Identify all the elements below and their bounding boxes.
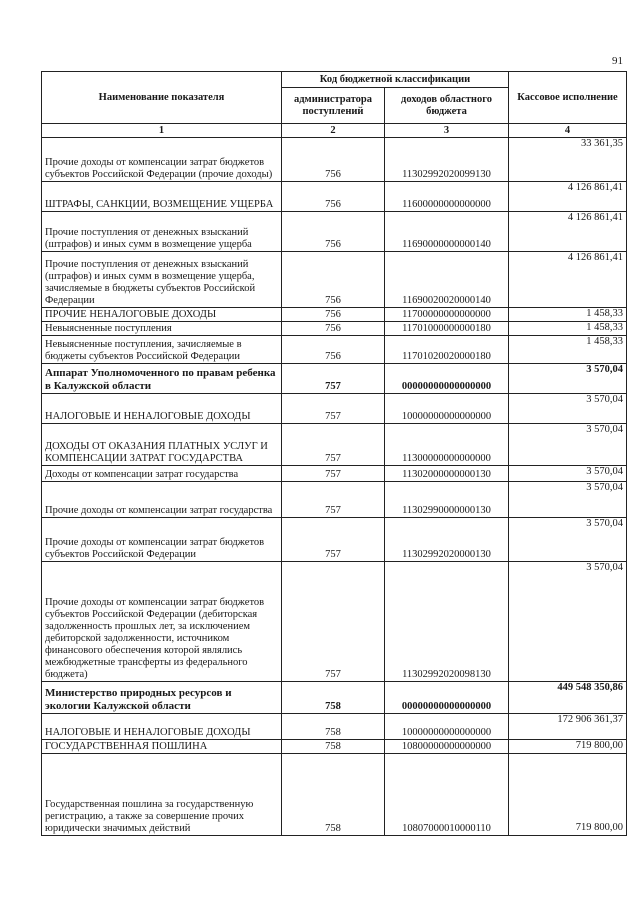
row-admin: 758 [282, 714, 385, 740]
row-code: 11302992020099130 [385, 138, 509, 182]
row-amount: 719 800,00 [509, 754, 627, 836]
row-admin: 757 [282, 518, 385, 562]
row-code: 11302990000000130 [385, 482, 509, 518]
row-amount: 719 800,00 [509, 740, 627, 754]
row-name: Невыясненные поступления, зачисляемые в бюджеты субъектов Российской Федерации [42, 336, 282, 364]
row-admin: 756 [282, 308, 385, 322]
row-amount: 3 570,04 [509, 466, 627, 482]
column-number: 4 [509, 124, 627, 138]
table-row [42, 322, 627, 336]
row-name: Министерство природных ресурсов и экологии Калужской области [42, 682, 282, 714]
row-name: ГОСУДАРСТВЕННАЯ ПОШЛИНА [42, 740, 282, 754]
table-row [42, 424, 627, 466]
page-number: 91 [612, 55, 623, 67]
row-admin: 758 [282, 754, 385, 836]
row-amount: 3 570,04 [509, 394, 627, 424]
table-row [42, 336, 627, 364]
row-name: Прочие доходы от компенсации затрат бюджетов субъектов Российской Федерации (дебиторская задолженность прошлых лет, за исключением дебиторской задолженности, источником финансового обеспечения которой являлись межбюджетные трансферты из федерального бюджета) [42, 562, 282, 682]
row-code: 11302000000000130 [385, 466, 509, 482]
header-income: доходов областного бюджета [385, 88, 509, 124]
row-name: Прочие доходы от компенсации затрат бюджетов субъектов Российской Федерации [42, 518, 282, 562]
row-amount: 3 570,04 [509, 482, 627, 518]
row-name: НАЛОГОВЫЕ И НЕНАЛОГОВЫЕ ДОХОДЫ [42, 394, 282, 424]
table-row [42, 182, 627, 212]
table-row [42, 518, 627, 562]
table-row [42, 252, 627, 308]
row-amount: 1 458,33 [509, 336, 627, 364]
row-code: 10800000000000000 [385, 740, 509, 754]
row-name: Прочие поступления от денежных взысканий (штрафов) и иных сумм в возмещение ущерба [42, 212, 282, 252]
column-number: 1 [42, 124, 282, 138]
header-cash: Кассовое исполнение [509, 72, 627, 124]
table-row [42, 740, 627, 754]
row-code: 10000000000000000 [385, 714, 509, 740]
row-admin: 756 [282, 138, 385, 182]
table-row [42, 682, 627, 714]
row-amount: 33 361,35 [509, 138, 627, 182]
row-admin: 757 [282, 482, 385, 518]
row-name: Государственная пошлина за государственную регистрацию, а также за совершение прочих юридически значимых действий [42, 754, 282, 836]
row-code: 00000000000000000 [385, 682, 509, 714]
row-admin: 757 [282, 466, 385, 482]
row-code: 10807000010000110 [385, 754, 509, 836]
row-amount: 172 906 361,37 [509, 714, 627, 740]
row-name: НАЛОГОВЫЕ И НЕНАЛОГОВЫЕ ДОХОДЫ [42, 714, 282, 740]
row-amount: 1 458,33 [509, 308, 627, 322]
row-code: 11701000000000180 [385, 322, 509, 336]
column-number: 3 [385, 124, 509, 138]
row-admin: 758 [282, 740, 385, 754]
table-row [42, 482, 627, 518]
row-name: ШТРАФЫ, САНКЦИИ, ВОЗМЕЩЕНИЕ УЩЕРБА [42, 182, 282, 212]
row-amount: 4 126 861,41 [509, 212, 627, 252]
row-amount: 3 570,04 [509, 518, 627, 562]
row-amount: 449 548 350,86 [509, 682, 627, 714]
row-admin: 756 [282, 252, 385, 308]
row-amount: 3 570,04 [509, 424, 627, 466]
row-code: 11302992020000130 [385, 518, 509, 562]
row-admin: 757 [282, 562, 385, 682]
row-admin: 756 [282, 322, 385, 336]
row-name: Доходы от компенсации затрат государства [42, 466, 282, 482]
row-amount: 1 458,33 [509, 322, 627, 336]
row-name: Аппарат Уполномоченного по правам ребенка в Калужской области [42, 364, 282, 394]
row-code: 10000000000000000 [385, 394, 509, 424]
row-code: 11300000000000000 [385, 424, 509, 466]
row-name: Невыясненные поступления [42, 322, 282, 336]
table-row [42, 714, 627, 740]
row-admin: 756 [282, 336, 385, 364]
table-row [42, 394, 627, 424]
row-name: Прочие поступления от денежных взысканий (штрафов) и иных сумм в возмещение ущерба, зачисляемые в бюджеты субъектов Российской Федерации [42, 252, 282, 308]
row-amount: 4 126 861,41 [509, 252, 627, 308]
table-row [42, 138, 627, 182]
table-row [42, 562, 627, 682]
table-row [42, 212, 627, 252]
row-admin: 757 [282, 394, 385, 424]
row-amount: 3 570,04 [509, 562, 627, 682]
row-amount: 4 126 861,41 [509, 182, 627, 212]
row-admin: 758 [282, 682, 385, 714]
row-code: 11700000000000000 [385, 308, 509, 322]
row-name: Прочие доходы от компенсации затрат государства [42, 482, 282, 518]
header-name: Наименование показателя [42, 72, 282, 124]
table-row [42, 754, 627, 836]
row-admin: 756 [282, 212, 385, 252]
header-admin: администратора поступлений [282, 88, 385, 124]
row-name: Прочие доходы от компенсации затрат бюджетов субъектов Российской Федерации (прочие доходы) [42, 138, 282, 182]
row-code: 11690000000000140 [385, 212, 509, 252]
row-code: 11600000000000000 [385, 182, 509, 212]
table-row [42, 308, 627, 322]
row-admin: 757 [282, 364, 385, 394]
row-amount: 3 570,04 [509, 364, 627, 394]
row-code: 00000000000000000 [385, 364, 509, 394]
row-code: 11690020020000140 [385, 252, 509, 308]
budget-table [41, 71, 627, 836]
row-admin: 757 [282, 424, 385, 466]
column-number: 2 [282, 124, 385, 138]
row-code: 11701020020000180 [385, 336, 509, 364]
row-name: ПРОЧИЕ НЕНАЛОГОВЫЕ ДОХОДЫ [42, 308, 282, 322]
row-admin: 756 [282, 182, 385, 212]
table-row [42, 466, 627, 482]
header-code-group: Код бюджетной классификации [282, 72, 509, 88]
row-name: ДОХОДЫ ОТ ОКАЗАНИЯ ПЛАТНЫХ УСЛУГ И КОМПЕНСАЦИИ ЗАТРАТ ГОСУДАРСТВА [42, 424, 282, 466]
table-row [42, 364, 627, 394]
row-code: 11302992020098130 [385, 562, 509, 682]
